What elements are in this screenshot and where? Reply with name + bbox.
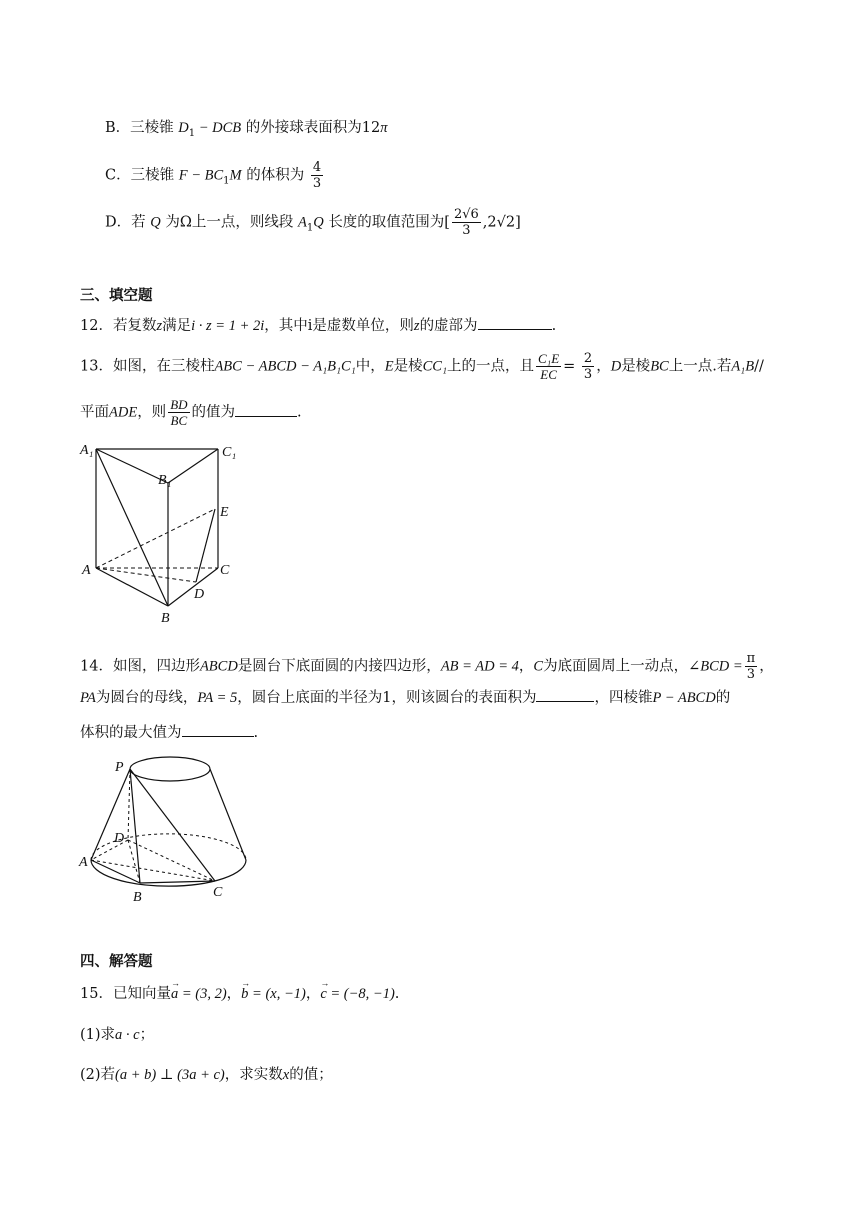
label-a: A	[79, 855, 88, 870]
edge-a-e	[96, 509, 215, 568]
label-e: E	[220, 505, 229, 520]
question-15-part1: (1)求a · c；	[80, 1027, 155, 1043]
generatrix-right	[210, 769, 246, 860]
label-c1: C₁	[222, 445, 237, 460]
edge-a-b	[96, 568, 168, 606]
label-a: A	[82, 563, 91, 578]
option-b: B．三棱锥 $D_1$ − DCB 的外接球表面积为12π	[105, 120, 388, 139]
edge-e-d	[196, 509, 215, 582]
edge-b1-c1	[168, 449, 218, 483]
label-d: D	[114, 831, 125, 846]
option-c: C．三棱锥 $F - BC_1M$ 的体积为 $\frac{4}{3}$	[105, 160, 322, 191]
section-title-answers: 四、解答题	[80, 954, 153, 970]
question-14-cont: PA为圆台的母线，PA = 5，圆台上底面的半径为1，则该圆台的表面积为 ，四棱锥P − ABCD的	[80, 687, 730, 708]
label-c: C	[213, 885, 223, 900]
question-12: 12．若复数z满足i · z = 1 + 2i，其中i是虚数单位，则z的虚部为 .	[80, 315, 556, 336]
question-15: 15．已知向量→ a = (3, 2)，→ b = (x, −1)，→ c = (−8, −1).	[80, 984, 399, 1004]
edge-a-c	[91, 860, 215, 881]
generatrix-pa	[91, 769, 130, 860]
label-p: P	[115, 760, 124, 775]
label-c: C	[220, 563, 230, 578]
question-14-cont2: 体积的最大值为 .	[80, 722, 258, 743]
label-d: D	[194, 587, 205, 602]
label-a1: A₁	[80, 443, 94, 458]
edge-b-c	[168, 568, 218, 606]
edge-d-c	[128, 840, 215, 881]
edge-p-c	[130, 769, 215, 881]
question-13-cont: 平面ADE，则 $\frac{BD}{BC}$ 的值为 .	[80, 397, 302, 428]
answer-blank[interactable]	[235, 402, 297, 417]
label-b1: B₁	[158, 473, 172, 488]
answer-blank[interactable]	[182, 722, 254, 737]
fraction: $\frac{BD}{BC}$	[170, 397, 188, 428]
edge-a-d	[96, 568, 196, 582]
question-15-part2: (2)若(a + b) ⊥ (3a + c)，求实数x的值；	[80, 1067, 333, 1083]
question-13: 13．如图，在三棱柱ABC − ABCD − A₁B₁C₁中，E是棱CC₁上的一点，且 $\frac{\text{C₁E}}{EC}$ = $\frac{2}{3}$ ，D是棱BC上一点.若A₁B//	[80, 351, 764, 382]
answer-blank[interactable]	[478, 315, 552, 330]
fraction: $\frac{4}{3}$	[312, 160, 322, 191]
edge-b-c	[140, 881, 215, 883]
edge-p-d	[128, 769, 130, 840]
fraction: $\frac{2}{3}$	[583, 351, 593, 382]
prism-figure	[78, 436, 248, 628]
option-d: D．若 Q 为Ω上一点，则线段 $A_1Q$ 长度的取值范围为[ $\frac{2√6}{3}$ ,2√2]	[105, 207, 521, 238]
label-b: B	[133, 890, 142, 905]
frustum-figure	[78, 752, 258, 906]
fraction: $\frac{2√6}{3}$	[453, 207, 479, 238]
fraction: $\frac{\pi}{3}$	[746, 651, 756, 682]
question-14: 14．如图，四边形ABCD是圆台下底面圆的内接四边形，AB = AD = 4，C为底面圆周上一动点，∠BCD = $\frac{\pi}{3}$ ，	[80, 651, 774, 682]
label-b: B	[161, 611, 170, 626]
fraction: $\frac{\text{C₁E}}{EC}$	[538, 351, 560, 382]
top-circle	[130, 757, 210, 781]
answer-blank[interactable]	[536, 687, 594, 702]
section-title-fill-in: 三、填空题	[80, 288, 153, 304]
